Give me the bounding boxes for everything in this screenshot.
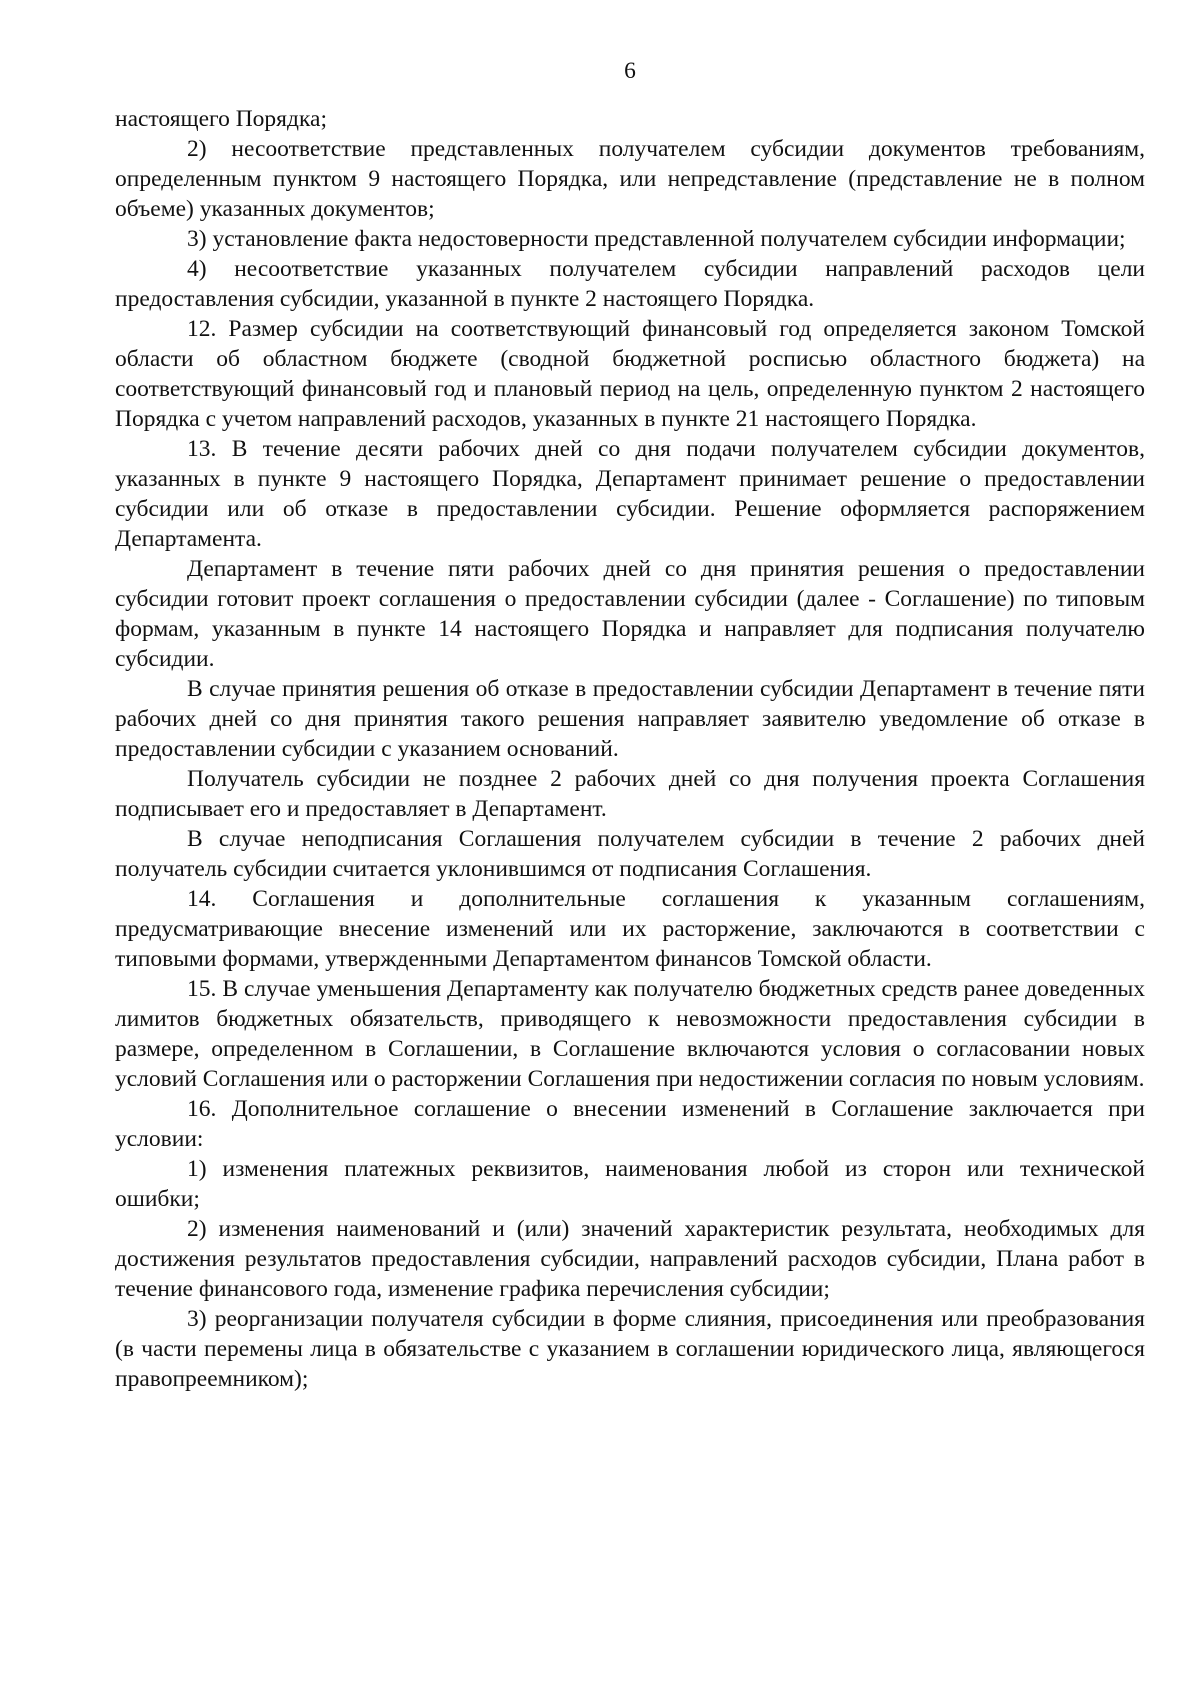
paragraph: настоящего Порядка; xyxy=(115,106,327,132)
paragraph: 14. Соглашения и дополнительные соглашения к указанным соглашениям, предусматривающие внесение изменений или их расторжение, заключаются в соответствии с типовыми формами, утвержденными Департаментом финансов Томской области. xyxy=(115,886,1145,972)
page-number: 6 xyxy=(624,58,636,84)
paragraph: Департамент в течение пяти рабочих дней со дня принятия решения о предоставлении субсидии готовит проект соглашения о предоставлении субсидии (далее - Соглашение) по типовым формам, указанным в пункте 14 настоящего Порядка и направляет для подписания получателю субсидии. xyxy=(115,556,1145,672)
paragraph: 4) несоответствие указанных получателем субсидии направлений расходов цели предоставления субсидии, указанной в пункте 2 настоящего Порядка. xyxy=(115,256,1145,312)
paragraph: 2) изменения наименований и (или) значений характеристик результата, необходимых для достижения результатов предоставления субсидии, направлений расходов субсидии, Плана работ в течение финансового года, изменение графика перечисления субсидии; xyxy=(115,1216,1145,1302)
document-page xyxy=(115,56,1145,1394)
paragraph: 3) установление факта недостоверности представленной получателем субсидии информации; xyxy=(187,226,1126,252)
paragraph: 3) реорганизации получателя субсидии в форме слияния, присоединения или преобразования (в части перемены лица в обязательстве с указанием в соглашении юридического лица, являющегося правопреемником); xyxy=(115,1306,1145,1392)
paragraph: 13. В течение десяти рабочих дней со дня подачи получателем субсидии документов, указанных в пункте 9 настоящего Порядка, Департамент принимает решение о предоставлении субсидии или об отказе в предоставлении субсидии. Решение оформляется распоряжением Департамента. xyxy=(115,436,1145,552)
paragraph: 16. Дополнительное соглашение о внесении изменений в Соглашение заключается при условии: xyxy=(115,1096,1145,1152)
paragraph: В случае неподписания Соглашения получателем субсидии в течение 2 рабочих дней получатель субсидии считается уклонившимся от подписания Соглашения. xyxy=(115,826,1145,882)
paragraph: В случае принятия решения об отказе в предоставлении субсидии Департамент в течение пяти рабочих дней со дня принятия такого решения направляет заявителю уведомление об отказе в предоставлении субсидии с указанием оснований. xyxy=(115,676,1145,762)
paragraph: 12. Размер субсидии на соответствующий финансовый год определяется законом Томской области об областном бюджете (сводной бюджетной росписью областного бюджета) на соответствующий финансовый год и плановый период на цель, определенную пунктом 2 настоящего Порядка с учетом направлений расходов, указанных в пункте 21 настоящего Порядка. xyxy=(115,316,1145,432)
paragraph: 15. В случае уменьшения Департаменту как получателю бюджетных средств ранее доведенных лимитов бюджетных обязательств, приводящего к невозможности предоставления субсидии в размере, определенном в Соглашении, в Соглашение включаются условия о согласовании новых условий Соглашения или о расторжении Соглашения при недостижении согласия по новым условиям. xyxy=(115,976,1145,1092)
paragraph: 2) несоответствие представленных получателем субсидии документов требованиям, определенным пунктом 9 настоящего Порядка, или непредставление (представление не в полном объеме) указанных документов; xyxy=(115,136,1145,222)
paragraph: Получатель субсидии не позднее 2 рабочих дней со дня получения проекта Соглашения подписывает его и предоставляет в Департамент. xyxy=(115,766,1145,822)
paragraph: 1) изменения платежных реквизитов, наименования любой из сторон или технической ошибки; xyxy=(115,1156,1145,1212)
